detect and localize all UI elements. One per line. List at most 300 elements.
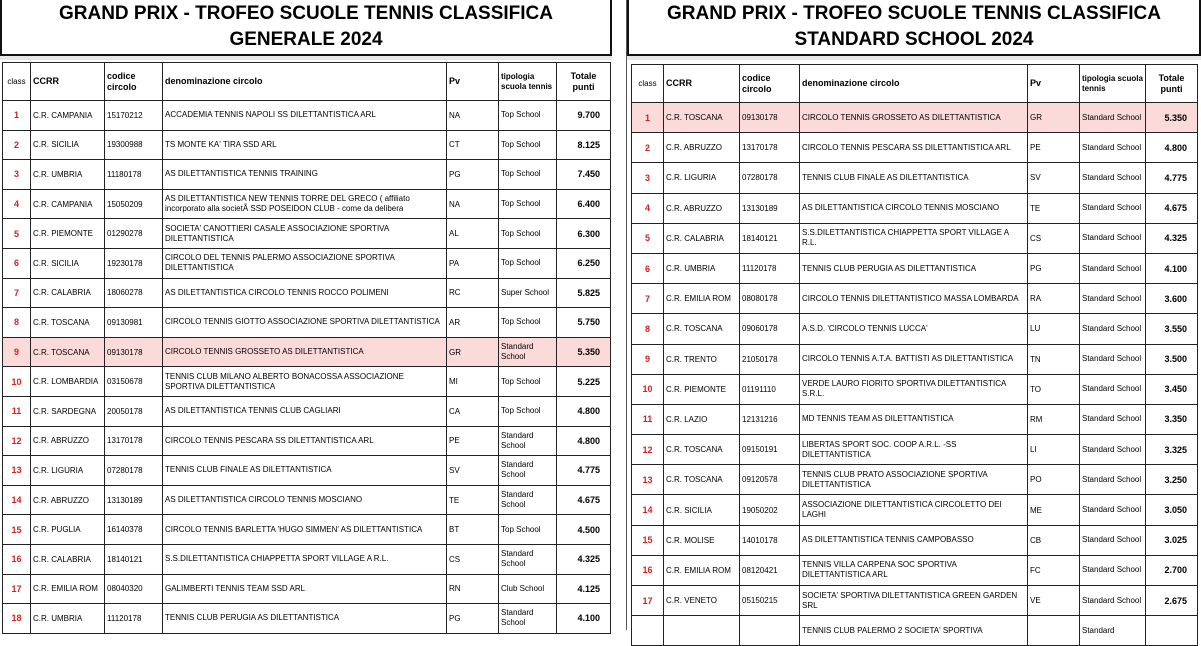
- header-codice-circolo: codice circolo: [740, 65, 800, 103]
- cell-club-code: 07280178: [740, 163, 800, 193]
- cell-club-name: S.S.DILETTANTISTICA CHIAPPETTA SPORT VILLAGE A R.L.: [163, 544, 447, 574]
- cell-region: C.R. PUGLIA: [31, 515, 105, 545]
- header-totale-punti: Totale punti: [1146, 65, 1198, 103]
- table-row: [3, 604, 611, 634]
- table-row: [632, 555, 1198, 585]
- header-tipologia: tipologia scuola tennis: [499, 63, 557, 101]
- cell-club-name: CIRCOLO TENNIS GROSSETO AS DILETTANTISTICA: [163, 337, 447, 367]
- cell-rank: 4: [632, 193, 664, 223]
- cell-total-points: 2.675: [1146, 586, 1198, 616]
- cell-club-name: TENNIS CLUB FINALE AS DILETTANTISTICA: [163, 456, 447, 486]
- cell-region: C.R. CAMPANIA: [31, 189, 105, 219]
- cell-province: GR: [447, 337, 499, 367]
- cell-region: C.R. EMILIA ROM: [31, 574, 105, 604]
- title-divider: [627, 56, 1201, 60]
- title-line-1: GRAND PRIX - TROFEO SCUOLE TENNIS CLASSIFICA: [58, 3, 554, 24]
- cell-total-points: 4.325: [1146, 223, 1198, 253]
- cell-club-code: 01191110: [740, 374, 800, 404]
- cell-school-type: Standard School: [1080, 344, 1146, 374]
- cell-school-type: Top School: [499, 515, 557, 545]
- cell-school-type: Top School: [499, 130, 557, 160]
- cell-total-points: 3.050: [1146, 495, 1198, 525]
- cell-province: PE: [1028, 133, 1080, 163]
- cell-club-code: 01290278: [105, 219, 163, 249]
- cell-province: TN: [1028, 344, 1080, 374]
- cell-province: MI: [447, 367, 499, 397]
- cell-region: C.R. TOSCANA: [31, 337, 105, 367]
- cell-rank: 9: [632, 344, 664, 374]
- cell-region: C.R. SICILIA: [664, 495, 740, 525]
- cell-school-type: Standard School: [1080, 465, 1146, 495]
- cell-club-name: TENNIS CLUB PERUGIA AS DILETTANTISTICA: [163, 604, 447, 634]
- header-tipologia: tipologia scuola tennis: [1080, 65, 1146, 103]
- cell-school-type: Standard School: [1080, 555, 1146, 585]
- cell-total-points: 4.500: [557, 515, 611, 545]
- table-row: [632, 284, 1198, 314]
- cell-province: RN: [447, 574, 499, 604]
- cell-school-type: Standard School: [1080, 284, 1146, 314]
- cell-rank: 14: [3, 485, 31, 515]
- cell-rank: 7: [3, 278, 31, 308]
- cell-club-code: 19050202: [740, 495, 800, 525]
- general-ranking-title: [0, 0, 612, 56]
- cell-total-points: [1146, 616, 1198, 646]
- cell-province: RA: [1028, 284, 1080, 314]
- cell-region: C.R. UMBRIA: [31, 160, 105, 190]
- cell-total-points: 5.350: [557, 337, 611, 367]
- cell-club-name: TS MONTE KA' TIRA SSD ARL: [163, 130, 447, 160]
- cell-club-code: 11120178: [105, 604, 163, 634]
- cell-province: AL: [447, 219, 499, 249]
- cell-club-code: 08080178: [740, 284, 800, 314]
- cell-province: BT: [447, 515, 499, 545]
- table-row: [3, 248, 611, 278]
- cell-club-code: 16140378: [105, 515, 163, 545]
- cell-total-points: 4.100: [557, 604, 611, 634]
- cell-club-name: ASSOCIAZIONE DILETTANTISTICA CIRCOLETTO DEI LAGHI: [800, 495, 1028, 525]
- cell-club-name: TENNIS CLUB PERUGIA AS DILETTANTISTICA: [800, 253, 1028, 283]
- cell-club-code: 19300988: [105, 130, 163, 160]
- cell-rank: [632, 616, 664, 646]
- general-ranking-body: [3, 101, 611, 634]
- cell-school-type: Top School: [499, 189, 557, 219]
- cell-club-name: VERDE LAURO FIORITO SPORTIVA DILETTANTISTICA S.R.L.: [800, 374, 1028, 404]
- cell-province: ME: [1028, 495, 1080, 525]
- standard-school-table: [631, 64, 1198, 646]
- cell-school-type: Top School: [499, 219, 557, 249]
- cell-rank: 11: [632, 404, 664, 434]
- cell-total-points: 3.325: [1146, 435, 1198, 465]
- table-row: [3, 515, 611, 545]
- cell-club-name: CIRCOLO TENNIS A.T.A. BATTISTI AS DILETTANTISTICA: [800, 344, 1028, 374]
- cell-school-type: Standard School: [499, 426, 557, 456]
- cell-club-name: TENNIS VILLA CARPENA SOC SPORTIVA DILETTANTISTICA ARL: [800, 555, 1028, 585]
- cell-total-points: 4.800: [1146, 133, 1198, 163]
- table-row: [632, 404, 1198, 434]
- header-class: class: [3, 63, 31, 101]
- cell-club-code: 08040320: [105, 574, 163, 604]
- cell-total-points: 6.300: [557, 219, 611, 249]
- cell-club-code: 09150191: [740, 435, 800, 465]
- cell-club-code: 18140121: [740, 223, 800, 253]
- cell-province: PA: [447, 248, 499, 278]
- cell-club-code: 05150215: [740, 586, 800, 616]
- cell-club-code: [740, 616, 800, 646]
- cell-region: C.R. TOSCANA: [664, 103, 740, 133]
- cell-club-code: 20050178: [105, 396, 163, 426]
- cell-club-code: 07280178: [105, 456, 163, 486]
- cell-province: CB: [1028, 525, 1080, 555]
- table-row: [3, 337, 611, 367]
- cell-club-code: 21050178: [740, 344, 800, 374]
- cell-school-type: Super School: [499, 278, 557, 308]
- table-row: [3, 219, 611, 249]
- cell-club-name: CIRCOLO TENNIS GIOTTO ASSOCIAZIONE SPORTIVA DILETTANTISTICA: [163, 308, 447, 338]
- cell-region: C.R. LIGURIA: [664, 163, 740, 193]
- cell-total-points: 4.325: [557, 544, 611, 574]
- cell-school-type: Standard School: [499, 337, 557, 367]
- cell-club-name: AS DILETTANTISTICA TENNIS CLUB CAGLIARI: [163, 396, 447, 426]
- cell-total-points: 7.450: [557, 160, 611, 190]
- cell-club-code: 13130189: [740, 193, 800, 223]
- cell-total-points: 4.125: [557, 574, 611, 604]
- cell-club-code: 15170212: [105, 101, 163, 131]
- cell-region: C.R. PIEMONTE: [664, 374, 740, 404]
- table-row: [3, 278, 611, 308]
- cell-school-type: Standard School: [1080, 314, 1146, 344]
- cell-rank: 15: [632, 525, 664, 555]
- cell-province: TE: [447, 485, 499, 515]
- cell-club-name: SOCIETA' SPORTIVA DILETTANTISTICA GREEN GARDEN SRL: [800, 586, 1028, 616]
- table-row: [3, 130, 611, 160]
- cell-province: NA: [447, 189, 499, 219]
- cell-school-type: Standard School: [499, 544, 557, 574]
- cell-region: C.R. TOSCANA: [664, 465, 740, 495]
- cell-total-points: 9.700: [557, 101, 611, 131]
- cell-total-points: 3.350: [1146, 404, 1198, 434]
- cell-province: PG: [1028, 253, 1080, 283]
- cell-rank: 2: [3, 130, 31, 160]
- cell-region: C.R. TOSCANA: [31, 308, 105, 338]
- cell-province: CA: [447, 396, 499, 426]
- cell-rank: 13: [632, 465, 664, 495]
- cell-region: C.R. CALABRIA: [31, 544, 105, 574]
- cell-region: C.R. MOLISE: [664, 525, 740, 555]
- table-row: [632, 374, 1198, 404]
- cell-region: C.R. CALABRIA: [31, 278, 105, 308]
- header-denominazione: denominazione circolo: [800, 65, 1028, 103]
- cell-rank: 14: [632, 495, 664, 525]
- cell-club-name: CIRCOLO DEL TENNIS PALERMO ASSOCIAZIONE SPORTIVA DILETTANTISTICA: [163, 248, 447, 278]
- cell-region: C.R. TRENTO: [664, 344, 740, 374]
- cell-rank: 6: [632, 253, 664, 283]
- cell-club-name: AS DILETTANTISTICA CIRCOLO TENNIS MOSCIANO: [163, 485, 447, 515]
- cell-club-name: AS DILETTANTISTICA NEW TENNIS TORRE DEL GRECO ( affiliato incorporato alla societÃ SSD POSEIDON CLUB - come da delibera: [163, 189, 447, 219]
- cell-region: C.R. VENETO: [664, 586, 740, 616]
- cell-club-code: 13170178: [105, 426, 163, 456]
- cell-region: C.R. LAZIO: [664, 404, 740, 434]
- cell-province: [1028, 616, 1080, 646]
- general-ranking-table: [2, 62, 611, 634]
- cell-club-code: 11180178: [105, 160, 163, 190]
- cell-club-code: 09130981: [105, 308, 163, 338]
- cell-region: C.R. LIGURIA: [31, 456, 105, 486]
- cell-rank: 5: [3, 219, 31, 249]
- cell-rank: 16: [632, 555, 664, 585]
- header-codice-circolo: codice circolo: [105, 63, 163, 101]
- cell-school-type: Standard School: [1080, 193, 1146, 223]
- cell-club-code: 19230178: [105, 248, 163, 278]
- cell-total-points: 3.250: [1146, 465, 1198, 495]
- table-row: [3, 160, 611, 190]
- cell-total-points: 4.675: [557, 485, 611, 515]
- cell-club-code: 03150678: [105, 367, 163, 397]
- cell-club-code: 12131216: [740, 404, 800, 434]
- cell-school-type: Standard School: [1080, 404, 1146, 434]
- table-row: [632, 465, 1198, 495]
- cell-region: C.R. PIEMONTE: [31, 219, 105, 249]
- table-row: [632, 314, 1198, 344]
- cell-school-type: Club School: [499, 574, 557, 604]
- cell-school-type: Top School: [499, 396, 557, 426]
- cell-rank: 9: [3, 337, 31, 367]
- cell-rank: 8: [3, 308, 31, 338]
- cell-club-name: TENNIS CLUB MILANO ALBERTO BONACOSSA ASSOCIAZIONE SPORTIVA DILETTANTISTICA: [163, 367, 447, 397]
- cell-rank: 3: [632, 163, 664, 193]
- cell-province: TE: [1028, 193, 1080, 223]
- cell-total-points: 4.775: [1146, 163, 1198, 193]
- table-row: [632, 344, 1198, 374]
- cell-total-points: 8.125: [557, 130, 611, 160]
- cell-school-type: Top School: [499, 308, 557, 338]
- cell-school-type: Standard School: [1080, 253, 1146, 283]
- cell-school-type: Standard School: [1080, 495, 1146, 525]
- header-denominazione: denominazione circolo: [163, 63, 447, 101]
- cell-club-name: AS DILETTANTISTICA TENNIS CAMPOBASSO: [800, 525, 1028, 555]
- cell-region: [664, 616, 740, 646]
- cell-region: C.R. UMBRIA: [664, 253, 740, 283]
- cell-total-points: 6.400: [557, 189, 611, 219]
- cell-rank: 12: [3, 426, 31, 456]
- cell-total-points: 4.800: [557, 426, 611, 456]
- title-line-1: GRAND PRIX - TROFEO SCUOLE TENNIS CLASSIFICA: [666, 3, 1162, 24]
- title-line-2: STANDARD SCHOOL 2024: [794, 29, 1034, 50]
- cell-region: C.R. TOSCANA: [664, 435, 740, 465]
- cell-rank: 5: [632, 223, 664, 253]
- cell-club-name: CIRCOLO TENNIS GROSSETO AS DILETTANTISTICA: [800, 103, 1028, 133]
- cell-province: TO: [1028, 374, 1080, 404]
- cell-province: NA: [447, 101, 499, 131]
- cell-school-type: Standard School: [1080, 586, 1146, 616]
- cell-club-code: 18060278: [105, 278, 163, 308]
- cell-club-code: 08120421: [740, 555, 800, 585]
- cell-region: C.R. ABRUZZO: [664, 193, 740, 223]
- cell-rank: 15: [3, 515, 31, 545]
- cell-rank: 18: [3, 604, 31, 634]
- cell-school-type: Standard School: [499, 485, 557, 515]
- table-row: [3, 308, 611, 338]
- cell-school-type: Top School: [499, 248, 557, 278]
- table-row: [3, 396, 611, 426]
- cell-province: AR: [447, 308, 499, 338]
- header-pv: Pv: [447, 63, 499, 101]
- cell-rank: 7: [632, 284, 664, 314]
- cell-province: PG: [447, 604, 499, 634]
- cell-province: CS: [447, 544, 499, 574]
- cell-region: C.R. UMBRIA: [31, 604, 105, 634]
- cell-rank: 2: [632, 133, 664, 163]
- table-row: [632, 253, 1198, 283]
- cell-total-points: 4.100: [1146, 253, 1198, 283]
- cell-province: CS: [1028, 223, 1080, 253]
- cell-school-type: Standard School: [1080, 223, 1146, 253]
- cell-club-code: 14010178: [740, 525, 800, 555]
- cell-province: CT: [447, 130, 499, 160]
- cell-province: PO: [1028, 465, 1080, 495]
- cell-school-type: Top School: [499, 367, 557, 397]
- cell-rank: 1: [632, 103, 664, 133]
- cell-region: C.R. LOMBARDIA: [31, 367, 105, 397]
- cell-club-name: CIRCOLO TENNIS BARLETTA 'HUGO SIMMEN' AS DILETTANTISTICA: [163, 515, 447, 545]
- cell-school-type: Top School: [499, 160, 557, 190]
- cell-club-name: TENNIS CLUB PRATO ASSOCIAZIONE SPORTIVA DILETTANTISTICA: [800, 465, 1028, 495]
- cell-region: C.R. ABRUZZO: [31, 426, 105, 456]
- table-row: [632, 133, 1198, 163]
- cell-province: PG: [447, 160, 499, 190]
- table-row: [3, 101, 611, 131]
- cell-total-points: 5.825: [557, 278, 611, 308]
- cell-school-type: Standard School: [1080, 374, 1146, 404]
- cell-province: RC: [447, 278, 499, 308]
- table-row: [3, 574, 611, 604]
- cell-club-code: 13130189: [105, 485, 163, 515]
- cell-rank: 11: [3, 396, 31, 426]
- cell-rank: 6: [3, 248, 31, 278]
- header-ccrr: CCRR: [664, 65, 740, 103]
- standard-school-panel: [626, 0, 1201, 635]
- cell-club-code: 11120178: [740, 253, 800, 283]
- cell-region: C.R. TOSCANA: [664, 314, 740, 344]
- cell-club-name: CIRCOLO TENNIS DILETTANTISTICO MASSA LOMBARDA: [800, 284, 1028, 314]
- table-row: [3, 456, 611, 486]
- cell-club-code: 09120578: [740, 465, 800, 495]
- table-row: [632, 163, 1198, 193]
- cell-rank: 10: [3, 367, 31, 397]
- cell-region: C.R. EMILIA ROM: [664, 284, 740, 314]
- cell-school-type: Standard: [1080, 616, 1146, 646]
- cell-province: VE: [1028, 586, 1080, 616]
- cell-region: C.R. CALABRIA: [664, 223, 740, 253]
- cell-school-type: Standard School: [1080, 163, 1146, 193]
- cell-rank: 8: [632, 314, 664, 344]
- cell-total-points: 4.675: [1146, 193, 1198, 223]
- cell-club-name: S.S.DILETTANTISTICA CHIAPPETTA SPORT VILLAGE A R.L.: [800, 223, 1028, 253]
- cell-province: SV: [447, 456, 499, 486]
- cell-club-code: 13170178: [740, 133, 800, 163]
- cell-club-name: CIRCOLO TENNIS PESCARA SS DILETTANTISTICA ARL: [800, 133, 1028, 163]
- cell-club-name: AS DILETTANTISTICA CIRCOLO TENNIS MOSCIANO: [800, 193, 1028, 223]
- general-ranking-panel: [0, 0, 612, 630]
- cell-region: C.R. EMILIA ROM: [664, 555, 740, 585]
- table-row: [3, 544, 611, 574]
- title-divider: [0, 56, 612, 60]
- cell-region: C.R. SICILIA: [31, 130, 105, 160]
- cell-rank: 10: [632, 374, 664, 404]
- cell-school-type: Standard School: [499, 604, 557, 634]
- cell-province: FC: [1028, 555, 1080, 585]
- cell-province: SV: [1028, 163, 1080, 193]
- cell-club-name: AS DILETTANTISTICA CIRCOLO TENNIS ROCCO POLIMENI: [163, 278, 447, 308]
- cell-club-code: 09130178: [740, 103, 800, 133]
- cell-rank: 13: [3, 456, 31, 486]
- cell-club-name: SOCIETA' CANOTTIERI CASALE ASSOCIAZIONE SPORTIVA DILETTANTISTICA: [163, 219, 447, 249]
- cell-rank: 12: [632, 435, 664, 465]
- cell-rank: 1: [3, 101, 31, 131]
- cell-rank: 4: [3, 189, 31, 219]
- table-row: [3, 426, 611, 456]
- cell-school-type: Top School: [499, 101, 557, 131]
- header-class: class: [632, 65, 664, 103]
- cell-club-name: AS DILETTANTISTICA TENNIS TRAINING: [163, 160, 447, 190]
- cell-school-type: Standard School: [1080, 103, 1146, 133]
- cell-total-points: 3.025: [1146, 525, 1198, 555]
- cell-total-points: 5.350: [1146, 103, 1198, 133]
- cell-province: LI: [1028, 435, 1080, 465]
- cell-province: LU: [1028, 314, 1080, 344]
- standard-school-body: [632, 103, 1198, 646]
- table-row: [632, 223, 1198, 253]
- cell-region: C.R. ABRUZZO: [664, 133, 740, 163]
- cell-total-points: 3.550: [1146, 314, 1198, 344]
- table-row: [632, 193, 1198, 223]
- cell-total-points: 3.450: [1146, 374, 1198, 404]
- cell-total-points: 3.600: [1146, 284, 1198, 314]
- cell-club-code: 09130178: [105, 337, 163, 367]
- cell-club-name: MD TENNIS TEAM AS DILETTANTISTICA: [800, 404, 1028, 434]
- title-line-2: GENERALE 2024: [229, 29, 383, 50]
- table-row: [632, 616, 1198, 646]
- cell-club-code: 09060178: [740, 314, 800, 344]
- cell-club-name: A.S.D. 'CIRCOLO TENNIS LUCCA': [800, 314, 1028, 344]
- standard-school-title: [627, 0, 1201, 56]
- cell-club-code: 15050209: [105, 189, 163, 219]
- cell-school-type: Standard School: [1080, 133, 1146, 163]
- table-row: [632, 103, 1198, 133]
- table-row: [3, 189, 611, 219]
- table-row: [3, 367, 611, 397]
- table-row: [632, 525, 1198, 555]
- header-totale-punti: Totale punti: [557, 63, 611, 101]
- cell-club-code: 18140121: [105, 544, 163, 574]
- cell-total-points: 3.500: [1146, 344, 1198, 374]
- cell-total-points: 4.800: [557, 396, 611, 426]
- cell-club-name: CIRCOLO TENNIS PESCARA SS DILETTANTISTICA ARL: [163, 426, 447, 456]
- cell-region: C.R. SARDEGNA: [31, 396, 105, 426]
- table-row: [632, 586, 1198, 616]
- cell-province: PE: [447, 426, 499, 456]
- table-header-row: [632, 65, 1198, 103]
- cell-total-points: 5.750: [557, 308, 611, 338]
- cell-club-name: GALIMBERTI TENNIS TEAM SSD ARL: [163, 574, 447, 604]
- cell-club-name: ACCADEMIA TENNIS NAPOLI SS DILETTANTISTICA ARL: [163, 101, 447, 131]
- cell-region: C.R. ABRUZZO: [31, 485, 105, 515]
- cell-total-points: 5.225: [557, 367, 611, 397]
- cell-rank: 16: [3, 544, 31, 574]
- table-row: [3, 485, 611, 515]
- cell-rank: 17: [3, 574, 31, 604]
- cell-province: GR: [1028, 103, 1080, 133]
- cell-club-name: LIBERTAS SPORT SOC. COOP A.R.L. -SS DILETTANTISTICA: [800, 435, 1028, 465]
